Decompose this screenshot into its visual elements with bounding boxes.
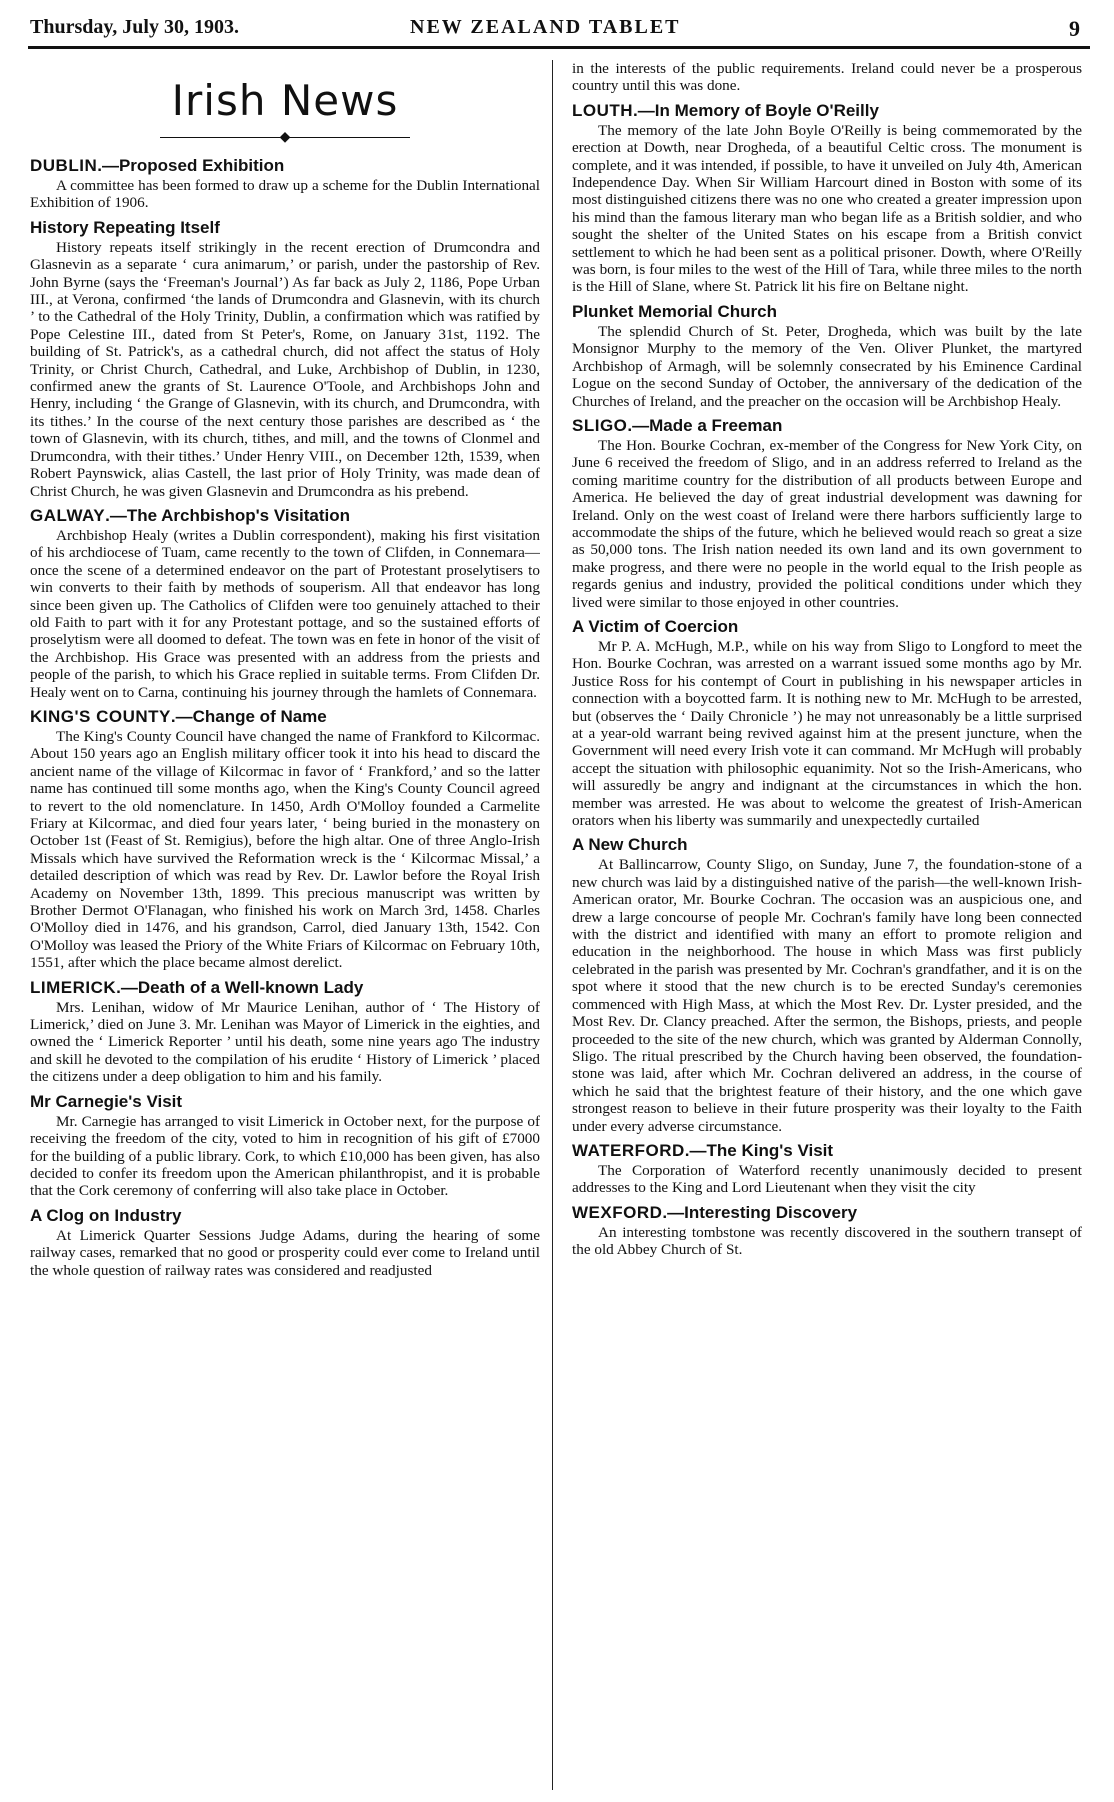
article	[572, 416, 1082, 611]
title-ornament	[30, 129, 540, 146]
ornament-diamond-icon: ◆	[279, 130, 291, 145]
article	[572, 1141, 1082, 1197]
article-title: A Victim of Coercion	[572, 616, 739, 636]
article-title: Death of a Well-known Lady	[137, 977, 364, 997]
heading-dash: .—	[97, 156, 119, 175]
article-heading	[572, 416, 1082, 436]
article-body: An interesting tombstone was recently discovered in the southern transept of the old Abbey Church of St.	[572, 1223, 1082, 1259]
heading-dash: .—	[627, 415, 650, 435]
article	[30, 1092, 540, 1200]
heading-dash: .—	[633, 100, 655, 120]
article-heading	[30, 1206, 540, 1226]
heading-dash: .—	[662, 1202, 685, 1222]
article-body: The Corporation of Waterford recently unanimously decided to present addresses to the King and Lord Lieutenant when they visit the city	[572, 1161, 1082, 1197]
article-body: Mr P. A. McHugh, M.P., while on his way from Sligo to Longford to meet the Hon. Bourke Cochran, was arrested on a warrant issued some months ago by Mr. Justice Ross for his contempt of Court in publishing in his newspaper articles in connection with a boycotted farm. It is nothing new to Mr. McHugh to be arrested, but (observes the ‘ Daily Chronicle ’) he may not unreasonably be a little surprised at a year-old warrant being revived against him at the present juncture, when the Government will need every Irish vote it can command. Mr McHugh will probably accept the situation with philosophic equanimity. Not so the Irish-Americans, who will assuredly be angry and indignant at the circumstances in which the hon. member was arrested. He was about to welcome the greatest of Irish-American orators when his liberty was summarily and unexpectedly curtailed	[572, 637, 1082, 830]
article-heading	[30, 707, 540, 727]
left-column	[30, 60, 540, 1790]
article-body: History repeats itself strikingly in the recent erection of Drumcondra and Glasnevin as a separate ‘ cura animarum,’ or parish, under the pastorship of Rev. John Byrne (says the ‘Freeman's Journal’) As far back as July 2, 1186, Pope Urban III., at Verona, confirmed ‘the lands of Drumcondra and Glasnevin, with its church ’ to the Cathedral of the Holy Trinity, Dublin, a confirmation which was ratified by Pope Celestine III., dated from St Peter's, Rome, on January 31st, 1192. The building of St. Patrick's, as a cathedral church, did not affect the status of Holy Trinity, or Christ Church, Cathedral, and Luke, Archbishop of Dublin, in 1230, confirmed anew the grants of St. Laurence O'Toole, and Archbishops John and Henry, including ‘ the Grange of Glasnevin, with its church, and Drumcondra, with its tithes.’ In the course of the next century those parishes are described as ‘ the town of Glasnevin, with its church, tithes, and mill, and the towns of Clonmel and Drumcondra, with their tithes.’ Under Henry VIII., on December 12th, 1539, when Robert Paynswick, alias Castell, the last prior of Holy Trinity, was made dean of Christ Church, he was given Glasnevin and Drumcondra as his prebend.	[30, 238, 540, 500]
article-place: SLIGO	[572, 415, 628, 435]
article	[572, 302, 1082, 410]
article	[30, 978, 540, 1086]
article-place: GALWAY	[30, 505, 106, 525]
heading-dash: .—	[684, 1140, 707, 1160]
article-heading	[572, 101, 1082, 121]
article-title: Proposed Exhibition	[118, 156, 285, 175]
article-body: The memory of the late John Boyle O'Reilly is being commemorated by the erection at Dowth, near Drogheda, of a beautiful Celtic cross. The monument is complete, and it was intended, if possible, to have it unveiled on July 4th, American Independence Day. When Sir William Harcourt dined in Boston with some of its most distinguished citizens there was no one who created a greater impression upon his mind than the famous literary man who began life as a British soldier, and who sought the shelter of the United States on his escape from a British convict settlement to which he had been sent as a political prisoner. Dowth, where O'Reilly was born, is four miles to the west of the Hill of Tara, while three miles to the north is the Hill of Slane, where St. Patrick lit his fire on Beltane night.	[572, 121, 1082, 296]
newspaper-title: NEW ZEALAND TABLET	[410, 16, 681, 38]
article-title: Interesting Discovery	[684, 1202, 858, 1222]
article-title: The King's Visit	[706, 1140, 834, 1160]
article-place: WEXFORD	[572, 1202, 663, 1222]
issue-date: Thursday, July 30, 1903.	[30, 16, 239, 38]
article-body: Archbishop Healy (writes a Dublin correspondent), making his first visitation of his archdiocese of Tuam, came recently to the town of Clifden, in Connemara—once the scene of a determined endeavor on the part of Protestant proselytisers to win converts to their faith by methods of souperism. All that endeavor has long since been given up. The Catholics of Clifden were too genuinely attached to their old Faith to part with it for any Protestant pottage, and so the sustained efforts of proselytism were all doomed to defeat. The town was en fete in honor of the visit of the Archbishop. His Grace was presented with an address from the priests and people of the parish, to which his Grace replied in suitable terms. From Clifden Dr. Healy went on to Carna, continuing his journey through the hamlets of Connemara.	[30, 526, 540, 701]
article-heading	[572, 835, 1082, 855]
article-body: in the interests of the public requirements. Ireland could never be a prosperous country until this was done.	[572, 60, 1082, 95]
column-divider	[552, 60, 553, 1790]
article	[572, 1203, 1082, 1259]
article-title: Mr Carnegie's Visit	[30, 1091, 183, 1111]
article	[572, 617, 1082, 829]
article	[572, 60, 1082, 95]
article-place: WATERFORD	[572, 1140, 685, 1160]
article-body: The Hon. Bourke Cochran, ex-member of the Congress for New York City, on June 6 received the freedom of Sligo, and in an address referred to Ireland as the coming maritime country for the distribution of all products between Europe and America. He believed the day of great industrial development was dawning for Ireland. Only on the west coast of Ireland were there harbors sufficiently large to accommodate the ships of the future, which he believed would reach so great a size as 50,000 tons. The Irish nation needed its own land and its own government to make progress, and there were no people in the world equal to the Irish people as regards genius and industry, provided the political conditions under which they lived were similar to those enjoyed in other countries.	[572, 436, 1082, 611]
article-heading	[30, 156, 540, 176]
article-title: A New Church	[572, 835, 688, 855]
article	[572, 835, 1082, 1135]
article-place: LIMERICK	[30, 977, 117, 997]
article-title: The Archbishop's Visitation	[126, 505, 351, 525]
article	[572, 101, 1082, 296]
article-title: A Clog on Industry	[30, 1205, 182, 1225]
masthead-rule	[28, 46, 1090, 49]
section-title: Irish News	[171, 76, 399, 125]
right-column	[572, 60, 1082, 1790]
article-title: History Repeating Itself	[30, 217, 220, 237]
article-place: DUBLIN	[30, 156, 98, 175]
article-place: KING'S COUNTY	[30, 706, 171, 726]
heading-dash: .—	[105, 505, 127, 525]
article-heading	[572, 1141, 1082, 1161]
article-heading	[572, 617, 1082, 637]
article-body: At Limerick Quarter Sessions Judge Adams, during the hearing of some railway cases, remarked that no good or prosperity could ever come to Ireland until the whole question of railway rates was considered and readjusted	[30, 1226, 540, 1279]
article-title: Plunket Memorial Church	[572, 301, 777, 321]
article-title: In Memory of Boyle O'Reilly	[654, 100, 879, 120]
article-heading	[30, 1092, 540, 1112]
article-title: Made a Freeman	[649, 415, 783, 435]
article-body: A committee has been formed to draw up a scheme for the Dublin International Exhibition of 1906.	[30, 177, 540, 212]
article-title: Change of Name	[192, 706, 327, 726]
heading-dash: .—	[170, 706, 193, 726]
article	[30, 218, 540, 500]
article-heading	[572, 1203, 1082, 1223]
article-heading	[30, 978, 540, 998]
page-number: 9	[1069, 16, 1080, 41]
heading-dash: .—	[116, 977, 138, 997]
article-heading	[30, 218, 540, 238]
article	[30, 156, 540, 212]
article	[30, 707, 540, 972]
article-body: Mrs. Lenihan, widow of Mr Maurice Lenihan, author of ‘ The History of Limerick,’ died on June 3. Mr. Lenihan was Mayor of Limerick in the eighties, and owned the ‘ Limerick Reporter ’ until his death, some nine years ago The industry and skill he devoted to the compilation of his erudite ‘ History of Limerick ’ placed the citizens under a deep obligation to him and his family.	[30, 998, 540, 1086]
article-heading	[572, 302, 1082, 322]
article	[30, 1206, 540, 1279]
article-body: The King's County Council have changed the name of Frankford to Kilcormac. About 150 years ago an English military officer took it into his head to discard the ancient name of the village of Kilcormac in favor of ‘ Frankford,’ and so the latter name has continued till some months ago, when the King's County Council agreed to revert to the old nomenclature. In 1450, Ardh O'Molloy founded a Carmelite Friary at Kilcormac, and died four years later, ‘ being buried in the monastery on October 1st (Feast of St. Remigius), before the high altar. One of three Anglo-Irish Missals which have survived the Reformation wreck is the ‘ Kilcormac Missal,’ a detailed description of which was read by Rev. Dr. Lawlor before the Royal Irish Academy on November 13th, 1899. This precious manuscript was written by Brother Dermot O'Flanagan, who finished his work on March 3rd, 1458. Charles O'Molloy died in 1476, and his grandson, Carrol, died January 13th, 1542. Con O'Molloy was leased the Priory of the White Friars of Kilcormac on February 10th, 1551, after which the place became almost derelict.	[30, 727, 540, 972]
article-body: The splendid Church of St. Peter, Drogheda, which was built by the late Monsignor Murphy to the memory of the Ven. Oliver Plunket, the martyred Archbishop of Armagh, will be solemnly consecrated by his Eminence Cardinal Logue on the second Sunday of October, the anniversary of the dedication of the Churches of Ireland, and the preacher on the occasion will be Archbishop Healy.	[572, 322, 1082, 410]
article-body: Mr. Carnegie has arranged to visit Limerick in October next, for the purpose of receiving the freedom of the city, voted to him in recognition of his gift of £7000 for the building of a public library. Cork, to which £10,000 has been given, has also decided to confer its freedom upon the American philanthropist, and it is probable that the Cork ceremony of conferring will also take place in October.	[30, 1112, 540, 1200]
article-body: At Ballincarrow, County Sligo, on Sunday, June 7, the foundation-stone of a new church was laid by a distinguished native of the parish—the well-known Irish-American orator, Mr. Bourke Cochran. The occasion was an auspicious one, and drew a large concourse of people Mr. Cochran's family have long been connected with the district and identified with many an effort to promote religion and education in the neighborhood. The house in which Mass was first publicly celebrated in the parish was presented by Mr. Cochran's grandfather, and it is on the spot where it stood that the new church is to be erected Sunday's ceremonies commenced with High Mass, at which the Most Rev. Dr. Lyster presided, and the Most Rev. Dr. Clancy preached. After the sermon, the Bishops, priests, and people proceeded to the site of the new church, which was granted by Alderman Connolly, Sligo. The ritual prescribed by the Church having been observed, the foundation-stone was laid, after which Mr. Cochran delivered an address, in the course of which he said that the brightest feature of their history, and the one which gave strongest reason to believe in their future prosperity was their loyalty to the Faith under every adverse circumstance.	[572, 856, 1082, 1135]
masthead	[30, 6, 1090, 46]
article	[30, 506, 540, 701]
article-heading	[30, 506, 540, 526]
article-place: LOUTH	[572, 100, 634, 120]
